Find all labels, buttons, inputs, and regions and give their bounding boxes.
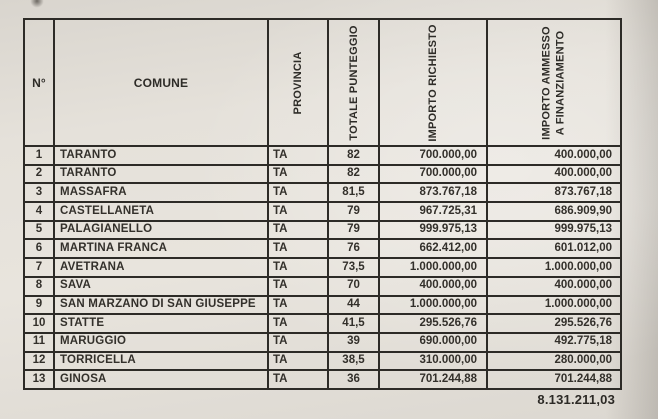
column-header-provincia-label: PROVINCIA bbox=[292, 51, 304, 114]
importo-ammesso-cell: 400.000,00 bbox=[487, 165, 621, 184]
provincia-cell: TA bbox=[268, 221, 328, 240]
column-header-importo-richiesto bbox=[379, 19, 487, 146]
comune-cell: MARTINA FRANCA bbox=[54, 239, 268, 258]
provincia-cell: TA bbox=[268, 352, 328, 371]
importo-richiesto-cell: 1.000.000,00 bbox=[379, 258, 487, 277]
importo-richiesto-cell: 400.000,00 bbox=[379, 277, 487, 296]
provincia-cell: TA bbox=[268, 183, 328, 202]
comune-cell: STATTE bbox=[54, 314, 268, 333]
table-row bbox=[24, 239, 621, 258]
provincia-cell: TA bbox=[268, 202, 328, 221]
row-number-cell: 12 bbox=[24, 352, 54, 371]
column-header-totale-punteggio bbox=[328, 19, 379, 146]
comune-cell: MARUGGIO bbox=[54, 333, 268, 352]
provincia-cell: TA bbox=[268, 370, 328, 389]
row-number-cell: 5 bbox=[24, 221, 54, 240]
totale-punteggio-cell: 39 bbox=[328, 333, 379, 352]
column-header-importo-richiesto-label: IMPORTO RICHIESTO bbox=[427, 23, 439, 142]
importo-ammesso-cell: 1.000.000,00 bbox=[487, 258, 621, 277]
column-header-importo-ammesso-label: IMPORTO AMMESSO A FINANZIAMENTO bbox=[540, 25, 567, 140]
totale-punteggio-cell: 73,5 bbox=[328, 258, 379, 277]
column-header-number-label: N° bbox=[32, 75, 46, 90]
importo-ammesso-cell: 492.775,18 bbox=[487, 333, 621, 352]
importo-ammesso-cell: 1.000.000,00 bbox=[487, 296, 621, 315]
row-number-cell: 1 bbox=[24, 146, 54, 165]
comune-cell: MASSAFRA bbox=[54, 183, 268, 202]
table-row bbox=[24, 277, 621, 296]
table-row bbox=[24, 183, 621, 202]
provincia-cell: TA bbox=[268, 314, 328, 333]
row-number-cell: 6 bbox=[24, 239, 54, 258]
row-number-cell: 8 bbox=[24, 277, 54, 296]
importo-richiesto-cell: 873.767,18 bbox=[379, 183, 487, 202]
comune-cell: SAVA bbox=[54, 277, 268, 296]
provincia-cell: TA bbox=[268, 296, 328, 315]
row-number-cell: 7 bbox=[24, 258, 54, 277]
grand-total-importo-ammesso: 8.131.211,03 bbox=[537, 392, 615, 407]
comune-cell: GINOSA bbox=[54, 370, 268, 389]
column-header-provincia bbox=[268, 19, 328, 146]
column-header-comune bbox=[54, 19, 268, 146]
importo-richiesto-cell: 662.412,00 bbox=[379, 239, 487, 258]
importo-richiesto-cell: 295.526,76 bbox=[379, 314, 487, 333]
row-number-cell: 10 bbox=[24, 314, 54, 333]
table-header bbox=[24, 19, 621, 146]
importo-richiesto-cell: 690.000,00 bbox=[379, 333, 487, 352]
importo-ammesso-cell: 873.767,18 bbox=[487, 183, 621, 202]
row-number-cell: 9 bbox=[24, 296, 54, 315]
table-row bbox=[24, 165, 621, 184]
comune-cell: PALAGIANELLO bbox=[54, 221, 268, 240]
totale-punteggio-cell: 38,5 bbox=[328, 352, 379, 371]
totale-punteggio-cell: 44 bbox=[328, 296, 379, 315]
comune-cell: TORRICELLA bbox=[54, 352, 268, 371]
column-header-comune-label: COMUNE bbox=[133, 75, 189, 90]
table-row bbox=[24, 296, 621, 315]
importo-ammesso-cell: 280.000,00 bbox=[487, 352, 621, 371]
comune-cell: AVETRANA bbox=[54, 258, 268, 277]
importo-ammesso-cell: 686.909,90 bbox=[487, 202, 621, 221]
comune-cell: CASTELLANETA bbox=[54, 202, 268, 221]
totale-punteggio-cell: 81,5 bbox=[328, 183, 379, 202]
provincia-cell: TA bbox=[268, 333, 328, 352]
table-row bbox=[24, 221, 621, 240]
totale-punteggio-cell: 79 bbox=[328, 221, 379, 240]
importo-richiesto-cell: 700.000,00 bbox=[379, 165, 487, 184]
totale-punteggio-cell: 82 bbox=[328, 165, 379, 184]
row-number-cell: 2 bbox=[24, 165, 54, 184]
comune-cell: SAN MARZANO DI SAN GIUSEPPE bbox=[54, 296, 268, 315]
table-row bbox=[24, 202, 621, 221]
table-row bbox=[24, 352, 621, 371]
table-row bbox=[24, 333, 621, 352]
totale-punteggio-cell: 82 bbox=[328, 146, 379, 165]
importo-ammesso-cell: 601.012,00 bbox=[487, 239, 621, 258]
row-number-cell: 13 bbox=[24, 370, 54, 389]
column-header-importo-ammesso bbox=[487, 19, 621, 146]
importo-ammesso-cell: 701.244,88 bbox=[487, 370, 621, 389]
importo-richiesto-cell: 701.244,88 bbox=[379, 370, 487, 389]
totale-punteggio-cell: 70 bbox=[328, 277, 379, 296]
importo-richiesto-cell: 1.000.000,00 bbox=[379, 296, 487, 315]
importo-richiesto-cell: 700.000,00 bbox=[379, 146, 487, 165]
provincia-cell: TA bbox=[268, 239, 328, 258]
row-number-cell: 4 bbox=[24, 202, 54, 221]
importo-ammesso-cell: 999.975,13 bbox=[487, 221, 621, 240]
provincia-cell: TA bbox=[268, 258, 328, 277]
table-body bbox=[24, 146, 621, 389]
totale-punteggio-cell: 76 bbox=[328, 239, 379, 258]
importo-richiesto-cell: 967.725,31 bbox=[379, 202, 487, 221]
funding-table bbox=[23, 18, 622, 390]
importo-ammesso-cell: 400.000,00 bbox=[487, 146, 621, 165]
column-header-number bbox=[24, 19, 54, 146]
comune-cell: TARANTO bbox=[54, 165, 268, 184]
importo-ammesso-cell: 295.526,76 bbox=[487, 314, 621, 333]
table-row bbox=[24, 258, 621, 277]
totale-punteggio-cell: 41,5 bbox=[328, 314, 379, 333]
importo-richiesto-cell: 310.000,00 bbox=[379, 352, 487, 371]
row-number-cell: 3 bbox=[24, 183, 54, 202]
provincia-cell: TA bbox=[268, 165, 328, 184]
totale-punteggio-cell: 79 bbox=[328, 202, 379, 221]
importo-richiesto-cell: 999.975,13 bbox=[379, 221, 487, 240]
comune-cell: TARANTO bbox=[54, 146, 268, 165]
totale-punteggio-cell: 36 bbox=[328, 370, 379, 389]
table-row bbox=[24, 146, 621, 165]
importo-ammesso-cell: 400.000,00 bbox=[487, 277, 621, 296]
table-row bbox=[24, 314, 621, 333]
row-number-cell: 11 bbox=[24, 333, 54, 352]
provincia-cell: TA bbox=[268, 146, 328, 165]
provincia-cell: TA bbox=[268, 277, 328, 296]
column-header-totale-punteggio-label: TOTALE PUNTEGGIO bbox=[347, 24, 360, 141]
table-row bbox=[24, 370, 621, 389]
